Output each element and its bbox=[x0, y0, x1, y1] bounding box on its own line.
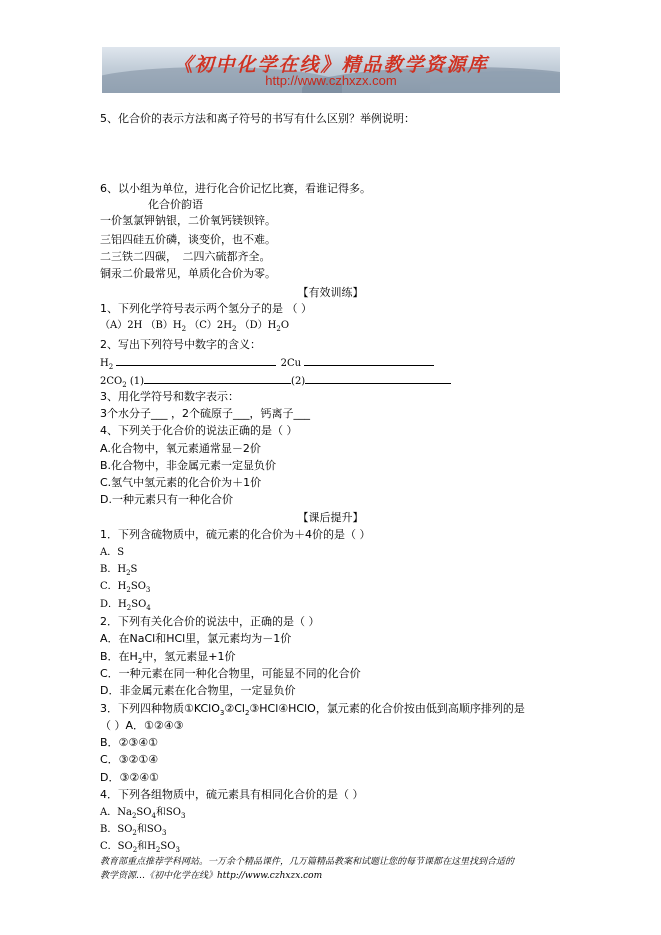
training-q1: 1、下列化学符号表示两个氢分子的是 （ ） bbox=[100, 302, 312, 315]
answer-blank[interactable] bbox=[144, 372, 291, 384]
rhyme-line: 铜汞二价最常见，单质化合价为零。 bbox=[100, 267, 276, 280]
training-q4-option: D.一种元素只有一种化合价 bbox=[100, 493, 233, 506]
training-q2-line2: $2CO_2$ (1) (2) bbox=[100, 372, 451, 389]
after-q4-option: A．$Na_2SO_4$和$SO_3$ bbox=[100, 807, 186, 820]
training-q3: 3、用化学符号和数字表示： bbox=[100, 390, 239, 403]
after-q3-option: B．②③④① bbox=[100, 736, 158, 749]
footer-line[interactable]: 教学资源…《初中化学在线》http://www.czhxzx.com bbox=[100, 871, 323, 881]
after-q3-line2: （ ）A．①②④③ bbox=[100, 719, 184, 732]
after-q4-option: B．$SO_2$和$SO_3$ bbox=[100, 824, 167, 837]
after-q4: 4．下列各组物质中，硫元素具有相同化合价的是（ ） bbox=[100, 788, 364, 801]
training-q1-options: （A）2H $(B)H_2$ $(C)2H_2$ $(D)H_2O$ bbox=[100, 320, 290, 333]
training-q4-option: A.化合物中，氧元素通常显－2价 bbox=[100, 442, 261, 455]
training-q3-line: 3个水分子___ ，2个硫原子___，钙离子___ bbox=[100, 407, 310, 420]
rhyme-line: 三铝四硅五价磷，谈变价，也不难。 bbox=[100, 233, 276, 246]
question-6: 6、以小组为单位，进行化合价记忆比赛，看谁记得多。 bbox=[100, 182, 371, 195]
banner-url[interactable]: http://www.czhxzx.com bbox=[265, 73, 397, 88]
after-q1-option: D．$H_2SO_4$ bbox=[100, 599, 151, 612]
section-heading-after: 【课后提升】 bbox=[297, 511, 364, 524]
answer-blank[interactable] bbox=[116, 354, 276, 366]
rhyme-line: 一价氢氯钾钠银，二价氧钙镁钡锌。 bbox=[100, 214, 276, 227]
after-q2-option: B．在$H_2$中，氢元素显+1价 bbox=[100, 650, 236, 666]
after-q3-option: C．③②①④ bbox=[100, 753, 159, 766]
training-q2: 2、写出下列符号中数字的含义： bbox=[100, 338, 261, 351]
banner-title: 《初中化学在线》精品教学资源库 bbox=[173, 54, 489, 76]
answer-blank[interactable] bbox=[304, 354, 434, 366]
after-q1-option: C．$H_2SO_3$ bbox=[100, 581, 151, 594]
header-banner bbox=[102, 47, 560, 93]
section-heading-training: 【有效训练】 bbox=[297, 286, 364, 299]
after-q4-option: C．$SO_2$和$H_2SO_3$ bbox=[100, 841, 180, 854]
training-q4-option: B.化合物中，非金属元素一定显负价 bbox=[100, 459, 277, 472]
after-q2-option: A．在NaCl和HCl里，氯元素均为－1价 bbox=[100, 632, 292, 645]
after-q2-option: D．非金属元素在化合物里，一定显负价 bbox=[100, 684, 296, 697]
training-q2-line1: $H_2$ 2Cu bbox=[100, 354, 434, 371]
after-q1-option: B．$H_2S$ bbox=[100, 564, 138, 577]
answer-blank[interactable] bbox=[305, 372, 451, 384]
training-q4: 4、下列关于化合价的说法正确的是（ ） bbox=[100, 424, 298, 437]
after-q2: 2．下列有关化合价的说法中，正确的是（ ） bbox=[100, 615, 320, 628]
rhyme-line: 二三铁二四碳， 二四六硫都齐全。 bbox=[100, 250, 271, 263]
after-q1: 1．下列含硫物质中，硫元素的化合价为＋4价的是（ ） bbox=[100, 528, 371, 541]
after-q1-option: A．S bbox=[100, 547, 125, 558]
footer-line: 教育部重点推荐学科网站。一万余个精品课件，几万篇精品教案和试题让您的每节课都在这里找到合适的 bbox=[100, 857, 515, 867]
after-q2-option: C．一种元素在同一种化合物里，可能显不同的化合价 bbox=[100, 667, 361, 680]
training-q4-option: C.氢气中氢元素的化合价为＋1价 bbox=[100, 476, 262, 489]
question-5: 5、化合价的表示方法和离子符号的书写有什么区别？举例说明： bbox=[100, 112, 415, 125]
rhyme-title: 化合价韵语 bbox=[148, 198, 203, 211]
after-q3: 3．下列四种物质$①KClO_3②Cl_2③HCl④HClO$，氯元素的化合价按由低到高顺序排列的是 bbox=[100, 702, 525, 718]
after-q3-option: D．③②④① bbox=[100, 771, 159, 784]
